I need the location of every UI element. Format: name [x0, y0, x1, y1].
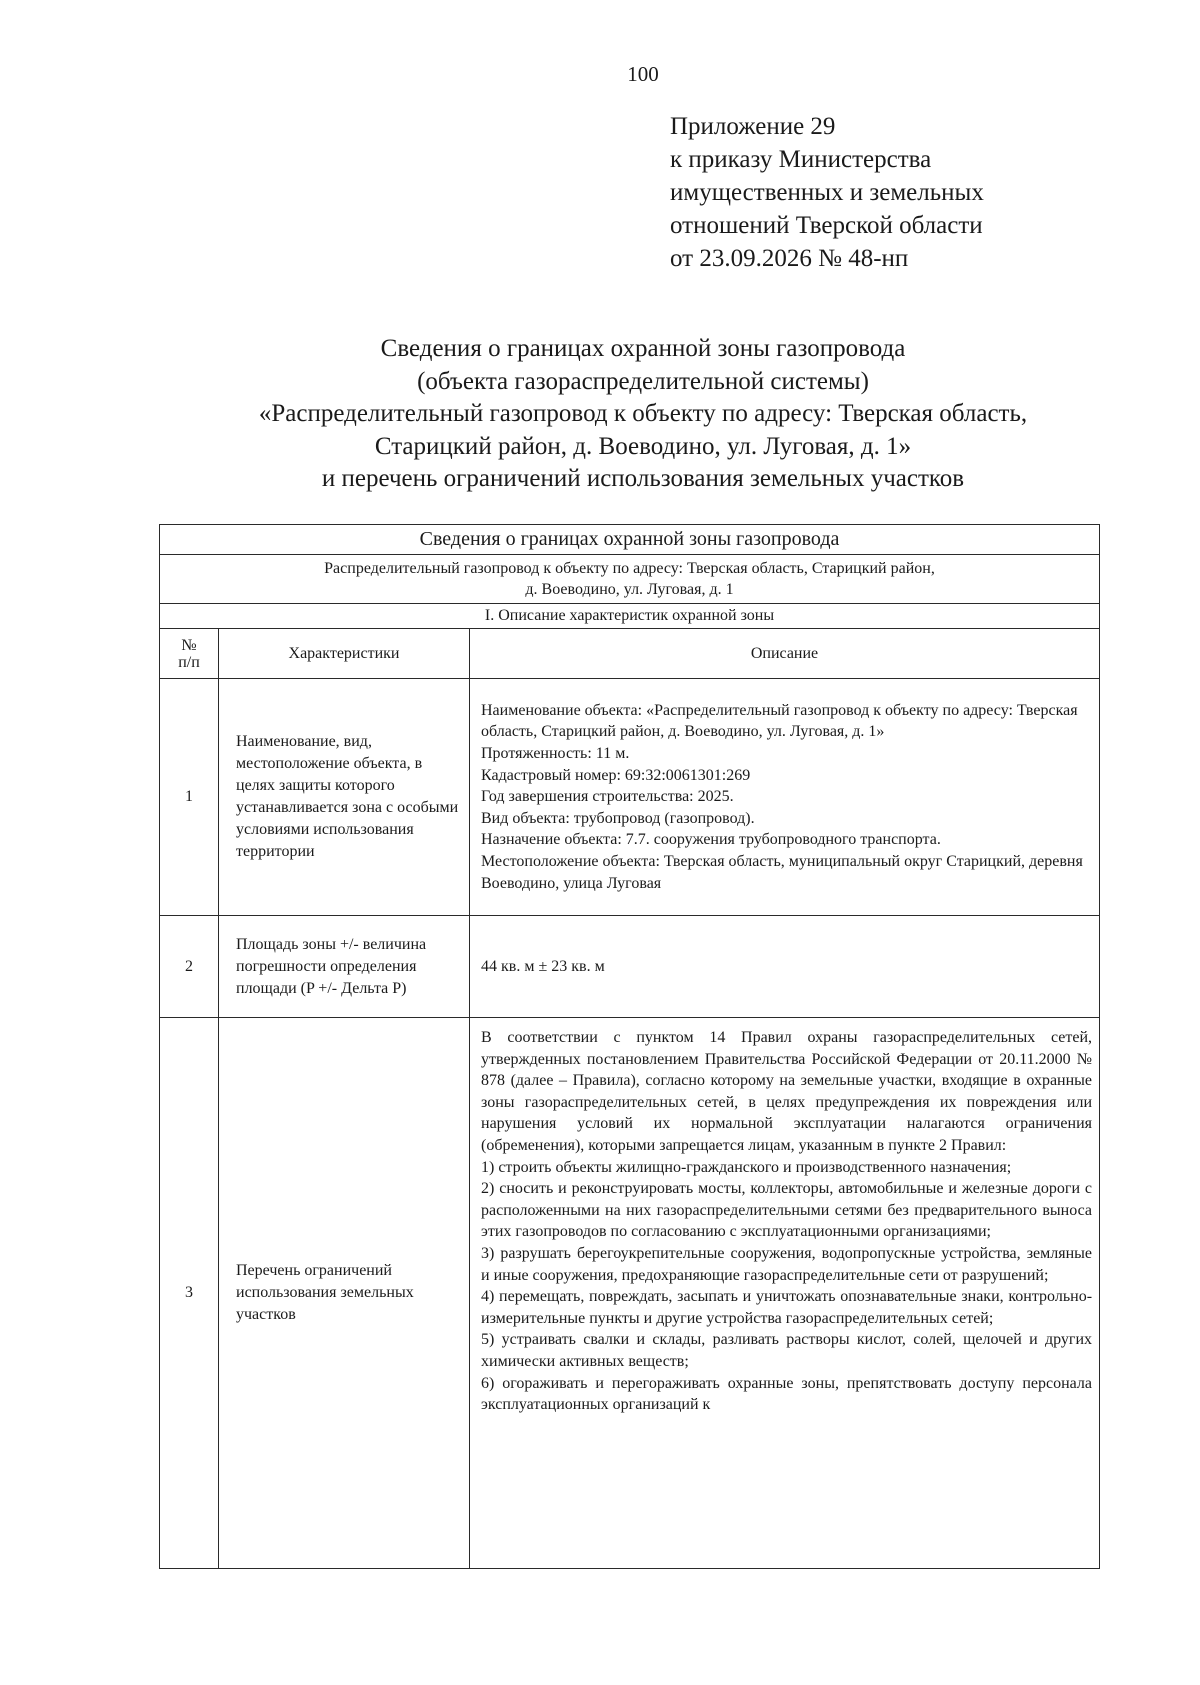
title-line: (объекта газораспределительной системы): [417, 367, 869, 395]
table-section-row: [160, 604, 1100, 629]
appendix-line: Приложение 29: [670, 113, 836, 140]
appendix-line: от 23.09.2026 № 48-нп: [670, 245, 909, 272]
document-title: [60, 333, 1200, 496]
table-row: [160, 916, 1100, 1018]
description-line: Наименование объекта: «Распределительный газопровод к объекту по адресу: Тверская область, Старицкий район, д. Воеводино, ул. Луговая, д. 1»: [481, 701, 1078, 741]
column-header-number-line: п/п: [178, 653, 200, 671]
appendix-line: к приказу Министерства: [670, 146, 932, 173]
restriction-paragraph: 4) перемещать, повреждать, засыпать и уничтожать опознавательные знаки, контрольно-измерительные пункты и другие устройства газораспределительных сетей;: [481, 1288, 1093, 1327]
appendix-line: отношений Тверской области: [670, 212, 983, 239]
description-line: Кадастровый номер: 69:32:0061301:269: [481, 766, 751, 784]
description-line: Вид объекта: трубопровод (газопровод).: [481, 809, 755, 827]
table-header: Сведения о границах охранной зоны газопровода: [160, 525, 1100, 555]
table-header-row: [160, 525, 1100, 555]
protection-zone-table: [159, 524, 1100, 1569]
restriction-paragraph: 1) строить объекты жилищно-гражданского и производственного назначения;: [481, 1158, 1012, 1176]
column-header-number-line: №: [181, 636, 197, 654]
table-row: [160, 1018, 1100, 1569]
restrictions-list: [481, 1027, 1092, 1559]
restriction-paragraph: 6) огораживать и перегораживать охранные зоны, препятствовать доступу персонала эксплуатационных организаций к: [481, 1374, 1093, 1414]
object-line: д. Воеводино, ул. Луговая, д. 1: [525, 581, 734, 598]
page-number: 100: [627, 62, 659, 86]
appendix-line: имущественных и земельных: [670, 179, 984, 206]
title-line: Сведения о границах охранной зоны газопровода: [380, 335, 906, 362]
row-description: 44 кв. м ± 23 кв. м: [470, 916, 1100, 1018]
column-header-number: [160, 629, 219, 679]
restriction-paragraph: 3) разрушать берегоукрепительные сооружения, водопропускные устройства, земляные и иные сооружения, предохраняющие газораспределительные сети от разрушений;: [481, 1244, 1093, 1284]
column-header-description: Описание: [470, 629, 1100, 679]
restriction-paragraph: 2) сносить и реконструировать мосты, коллекторы, автомобильные и железные дороги с расположенными на них газораспределительными сетями без предварительного выноса этих газопроводов по согласованию с эксплуатационными организациями;: [481, 1180, 1093, 1241]
table-row: [160, 679, 1100, 916]
row-description: [470, 1018, 1100, 1569]
description-line: Местоположение объекта: Тверская область, муниципальный округ Старицкий, деревня Воеводино, улица Луговая: [481, 852, 1083, 892]
description-line: Протяженность: 11 м.: [481, 745, 630, 763]
object-line: Распределительный газопровод к объекту по адресу: Тверская область, Старицкий район,: [324, 560, 935, 577]
table-object-name: [160, 555, 1100, 604]
row-number: 2: [160, 916, 219, 1018]
table-object-row: [160, 555, 1100, 604]
restriction-paragraph: 5) устраивать свалки и склады, разливать растворы кислот, солей, щелочей и других химически активных веществ;: [481, 1331, 1093, 1370]
restriction-paragraph: В соответствии с пунктом 14 Правил охраны газораспределительных сетей, утвержденных постановлением Правительства Российской Федерации от 20.11.2000 № 878 (далее – Правила), согласно которому на земельные участки, входящие в охранные зоны газораспределительных сетей, в целях предупреждения их повреждения или нарушения условий их нормальной эксплуатации налагаются ограничения (обременения), которыми запрещается лицам, указанным в пункте 2 Правил:: [481, 1029, 1093, 1154]
table-column-headers: [160, 629, 1100, 679]
row-description: [470, 679, 1100, 916]
row-characteristic: Наименование, вид, местоположение объекта, в целях защиты которого устанавливается зона с особыми условиями использования территории: [219, 679, 470, 916]
description-line: Год завершения строительства: 2025.: [481, 788, 734, 806]
appendix-block: [670, 110, 984, 275]
row-characteristic: Площадь зоны +/- величина погрешности определения площади (P +/- Дельта P): [219, 916, 470, 1018]
column-header-characteristics: Характеристики: [219, 629, 470, 679]
description-line: Назначение объекта: 7.7. сооружения трубопроводного транспорта.: [481, 831, 941, 849]
title-line: Старицкий район, д. Воеводино, ул. Луговая, д. 1»: [374, 432, 912, 460]
row-number: 3: [160, 1018, 219, 1569]
row-number: 1: [160, 679, 219, 916]
title-line: «Распределительный газопровод к объекту по адресу: Тверская область,: [258, 400, 1028, 427]
title-line: и перечень ограничений использования земельных участков: [321, 465, 965, 492]
section-title: I. Описание характеристик охранной зоны: [160, 604, 1100, 629]
row-characteristic: Перечень ограничений использования земельных участков: [219, 1018, 470, 1569]
